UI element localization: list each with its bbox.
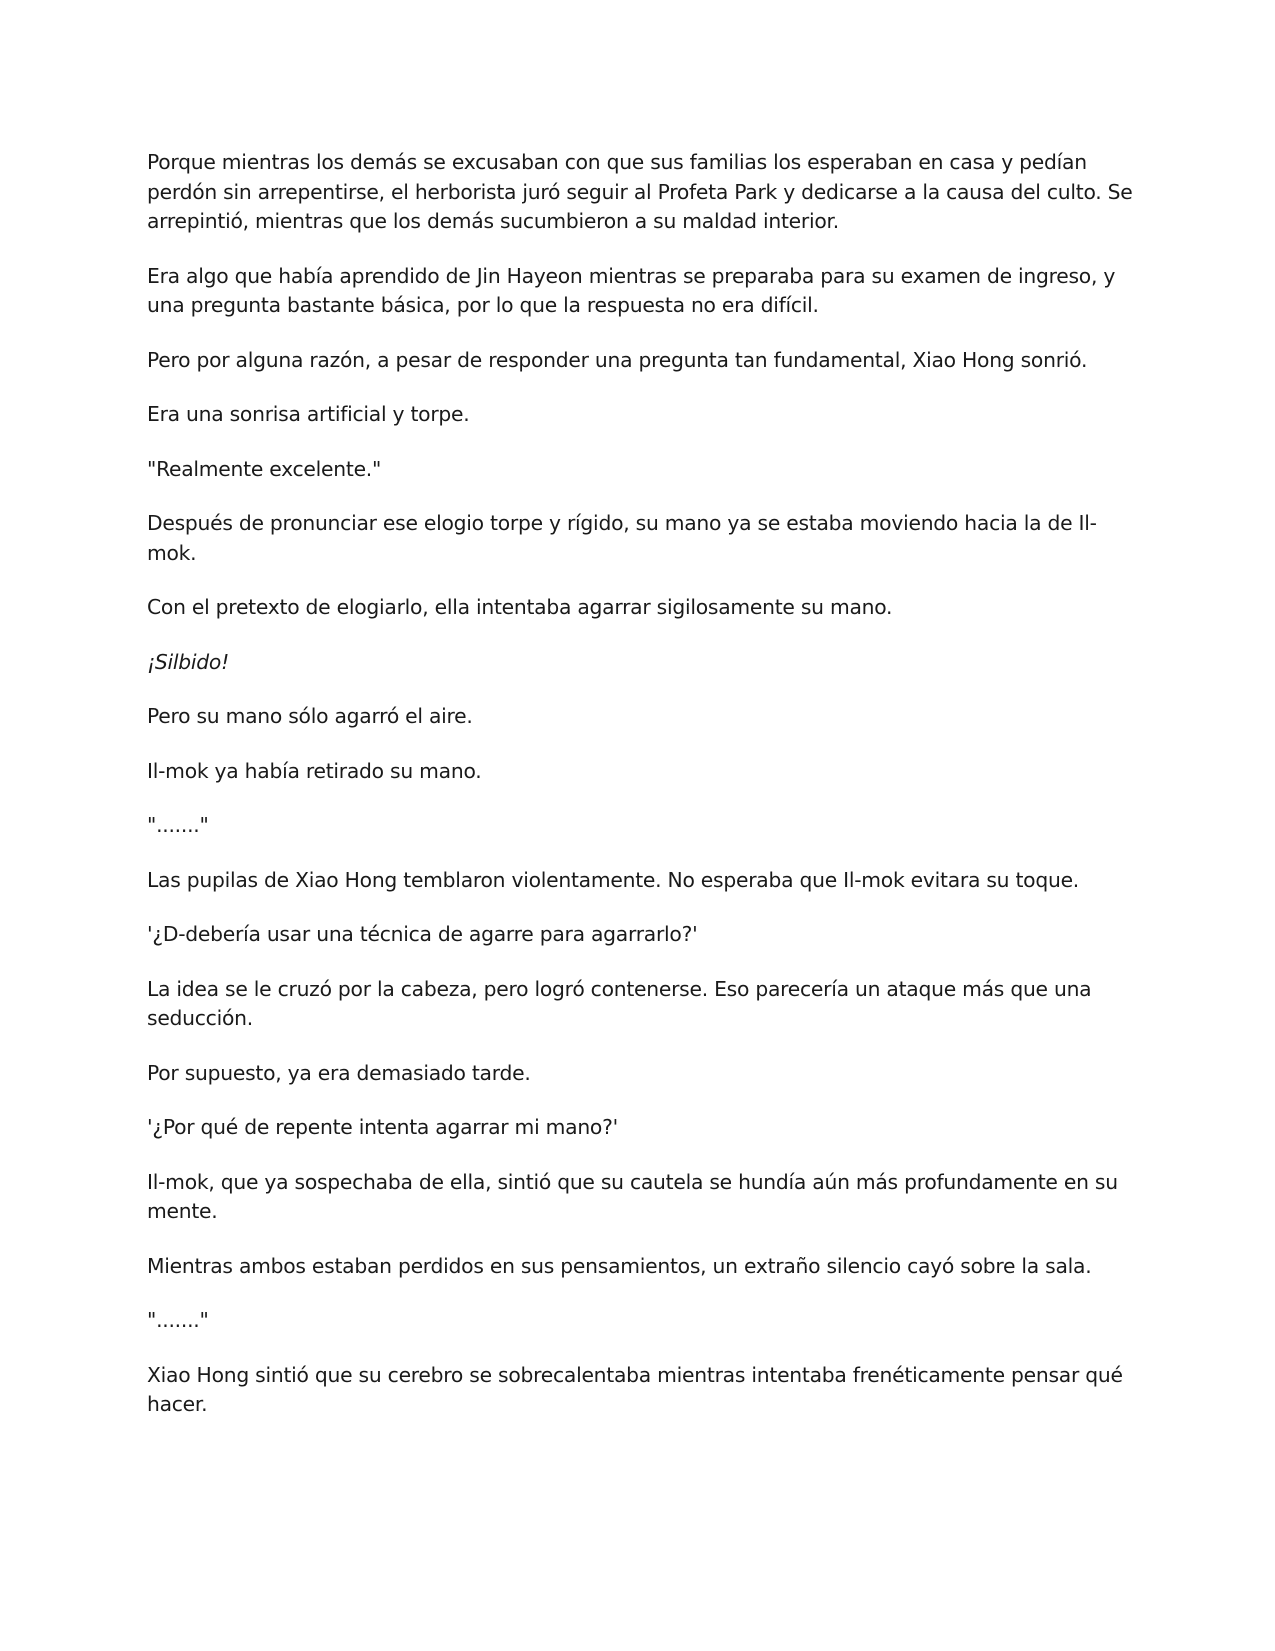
- paragraph: Mientras ambos estaban perdidos en sus pensamientos, un extraño silencio cayó sobre la sala.: [147, 1253, 1092, 1278]
- paragraph: Porque mientras los demás se excusaban con que sus familias los esperaban en casa y pedían perdón sin arrepentirse, el herborista juró seguir al Profeta Park y dedicarse a la causa del culto. Se arrepintió, mientras que los demás sucumbieron a su maldad interior.: [147, 150, 1133, 233]
- dialogue-paragraph: "Realmente excelente.": [147, 456, 382, 481]
- paragraph: Pero su mano sólo agarró el aire.: [147, 704, 473, 728]
- paragraph: Il-mok, que ya sospechaba de ella, sintió que su cautela se hundía aún más profundamente en su mente.: [147, 1169, 1118, 1223]
- paragraph: Después de pronunciar ese elogio torpe y rígido, su mano ya se estaba moviendo hacia la de Il-mok.: [147, 511, 1097, 565]
- paragraph: Pero por alguna razón, a pesar de responder una pregunta tan fundamental, Xiao Hong sonrió.: [147, 347, 1088, 372]
- paragraph: Era una sonrisa artificial y torpe.: [147, 402, 470, 426]
- dialogue-paragraph: ".......": [147, 813, 209, 837]
- paragraph: Las pupilas de Xiao Hong temblaron violentamente. No esperaba que Il-mok evitara su toque.: [147, 867, 1079, 892]
- paragraph: La idea se le cruzó por la cabeza, pero logró contenerse. Eso parecería un ataque más que una seducción.: [147, 976, 1092, 1030]
- paragraph: Por supuesto, ya era demasiado tarde.: [147, 1060, 531, 1085]
- document-body: [147, 148, 1137, 1445]
- paragraph: Era algo que había aprendido de Jin Hayeon mientras se preparaba para su examen de ingreso, y una pregunta bastante básica, por lo que la respuesta no era difícil.: [147, 263, 1116, 317]
- thought-paragraph: '¿Por qué de repente intenta agarrar mi mano?': [147, 1115, 618, 1139]
- sound-effect-paragraph: ¡Silbido!: [147, 649, 229, 674]
- thought-paragraph: '¿D-debería usar una técnica de agarre para agarrarlo?': [147, 922, 698, 946]
- paragraph: Il-mok ya había retirado su mano.: [147, 758, 482, 783]
- paragraph: Con el pretexto de elogiarlo, ella intentaba agarrar sigilosamente su mano.: [147, 595, 893, 619]
- paragraph: Xiao Hong sintió que su cerebro se sobrecalentaba mientras intentaba frenéticamente pensar qué hacer.: [147, 1362, 1123, 1416]
- dialogue-paragraph: ".......": [147, 1308, 209, 1332]
